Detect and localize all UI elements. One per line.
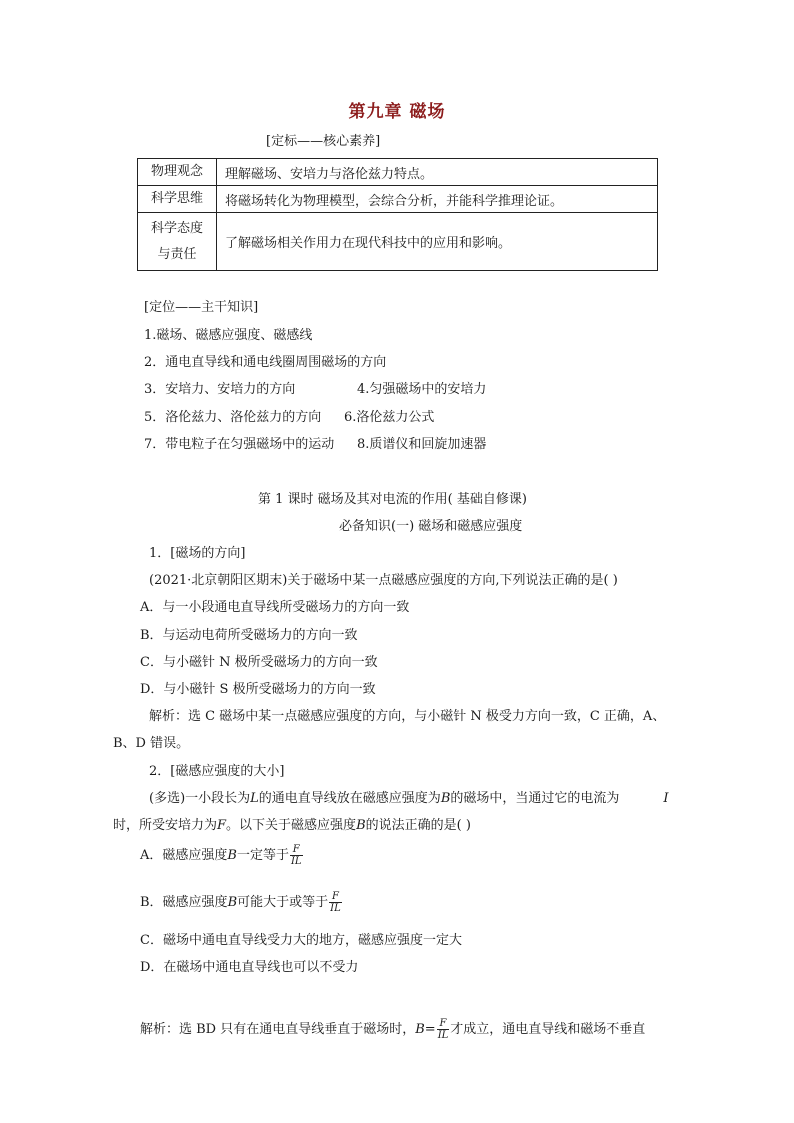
question-stem: (多选)一小段长为L的通电直导线放在磁感应强度为B的磁场中，当通过它的电流为 I bbox=[149, 791, 669, 806]
term-cell: 物理观念 bbox=[138, 159, 217, 186]
list-item: 4.匀强磁场中的安培力 bbox=[357, 382, 487, 397]
question-stem: (2021·北京朝阳区期末)关于磁场中某一点磁感应强度的方向,下列说法正确的是( ) bbox=[149, 573, 618, 588]
list-item: 5．洛伦兹力、洛伦兹力的方向 bbox=[144, 410, 322, 425]
list-item: 1.磁场、磁感应强度、磁感线 bbox=[144, 328, 313, 343]
question-label: 1．[磁场的方向] bbox=[149, 546, 246, 561]
fraction-f-over-il: $\frac{F}{IL}$ bbox=[290, 844, 302, 867]
desc-cell: 了解磁场相关作用力在现代科技中的应用和影响。 bbox=[217, 213, 658, 271]
option-b: B．磁感应强度B可能大于或等于 $\frac{F}{IL}$ bbox=[140, 891, 341, 914]
term-line: 科学态度 bbox=[150, 220, 203, 236]
option-a: A．磁感应强度B一定等于 $\frac{F}{IL}$ bbox=[140, 844, 302, 867]
list-item: 6.洛伦兹力公式 bbox=[344, 410, 435, 425]
analysis: 解析：选 C 磁场中某一点磁感应强度的方向，与小磁针 N 极受力方向一致，C 正确，A、 bbox=[149, 709, 666, 724]
fraction-f-over-il: $\frac{F}{IL}$ bbox=[437, 1018, 449, 1041]
term-line: 与责任 bbox=[157, 246, 197, 262]
core-literacy-heading: [定标——核心素养] bbox=[266, 134, 381, 149]
list-item: 2．通电直导线和通电线圈周围磁场的方向 bbox=[144, 355, 387, 370]
desc-cell: 理解磁场、安培力与洛伦兹力特点。 bbox=[217, 159, 658, 186]
main-knowledge-heading: [定位——主干知识] bbox=[144, 300, 259, 315]
table-row bbox=[138, 213, 658, 271]
list-item: 8.质谱仪和回旋加速器 bbox=[357, 437, 487, 452]
term-cell: 科学思维 bbox=[138, 186, 217, 213]
analysis-continued: B、D 错误。 bbox=[113, 736, 190, 751]
option-c: C．磁场中通电直导线受力大的地方，磁感应强度一定大 bbox=[140, 933, 462, 948]
core-literacy-table bbox=[137, 158, 658, 271]
option-a: A．与一小段通电直导线所受磁场力的方向一致 bbox=[140, 600, 410, 615]
desc-cell: 将磁场转化为物理模型，会综合分析，并能科学推理论证。 bbox=[217, 186, 658, 213]
list-item: 3．安培力、安培力的方向 bbox=[144, 382, 296, 397]
option-d: D．在磁场中通电直导线也可以不受力 bbox=[140, 960, 359, 975]
chapter-title: 第九章 磁场 bbox=[348, 102, 446, 122]
section-title: 必备知识(一) 磁场和磁感应强度 bbox=[339, 519, 523, 534]
table-row bbox=[138, 186, 658, 213]
list-item: 7．带电粒子在匀强磁场中的运动 bbox=[144, 437, 335, 452]
option-b: B．与运动电荷所受磁场力的方向一致 bbox=[140, 628, 358, 643]
table-row bbox=[138, 159, 658, 186]
lesson-title: 第 1 课时 磁场及其对电流的作用( 基础自修课) bbox=[258, 492, 527, 507]
question-label: 2．[磁感应强度的大小] bbox=[149, 764, 285, 779]
option-c: C．与小磁针 N 极所受磁场力的方向一致 bbox=[140, 655, 378, 670]
analysis: 解析：选 BD 只有在通电直导线垂直于磁场时，B= $\frac{F}{IL}$ 才成立，通电直导线和磁场不垂直 bbox=[140, 1018, 646, 1041]
question-stem-continued: 时，所受安培力为F。以下关于磁感应强度B的说法正确的是( ) bbox=[113, 818, 471, 833]
option-d: D．与小磁针 S 极所受磁场力的方向一致 bbox=[140, 682, 376, 697]
fraction-f-over-il: $\frac{F}{IL}$ bbox=[330, 891, 341, 914]
term-cell bbox=[138, 213, 217, 271]
